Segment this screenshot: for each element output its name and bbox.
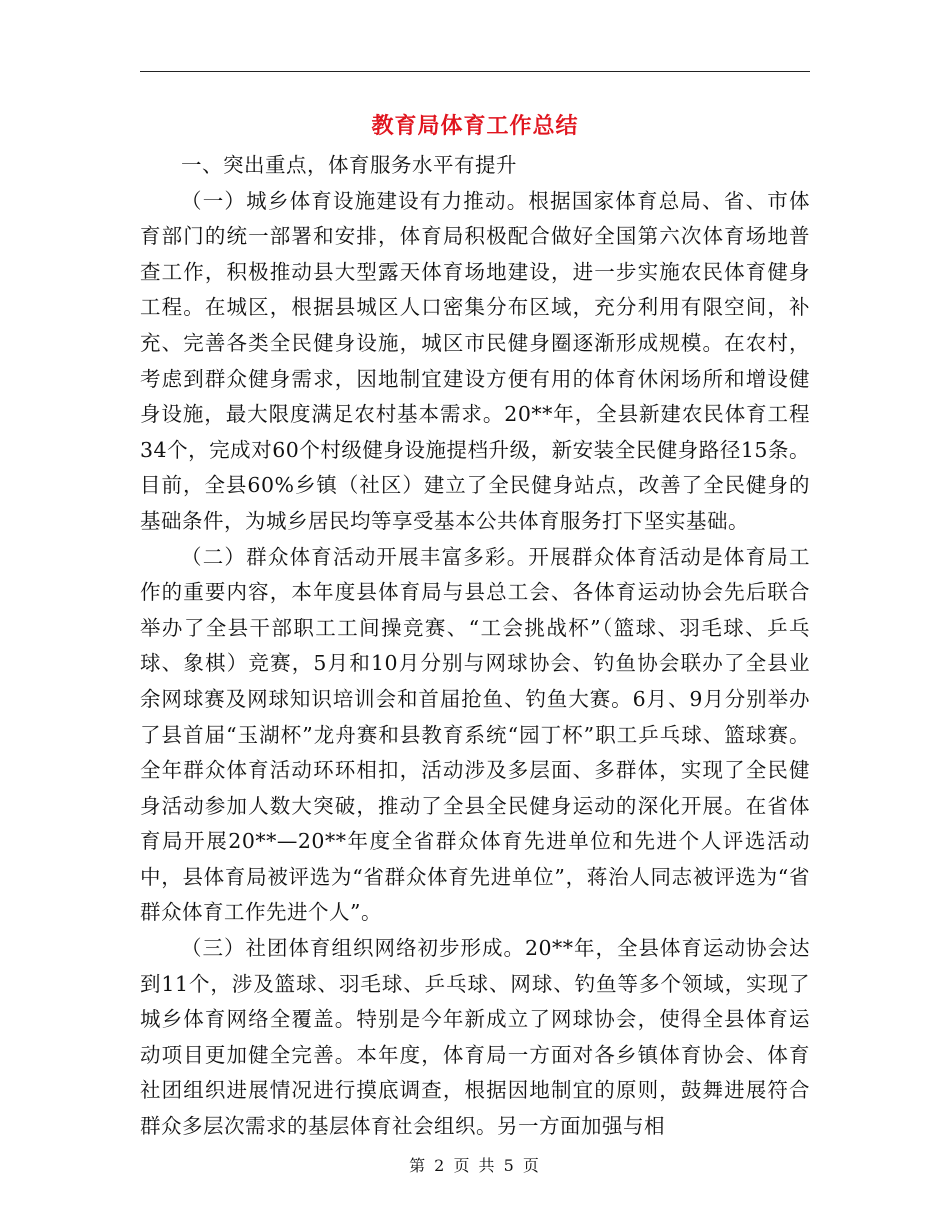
page-number: 第 2 页 共 5 页 [409, 1156, 541, 1175]
document-title: 教育局体育工作总结 [371, 113, 579, 139]
paragraph-activities: （二）群众体育活动开展丰富多彩。开展群众体育活动是体育局工作的重要内容，本年度县体育局与县总工会、各体育运动协会先后联合举办了全县干部职工工间操竞赛、“工会挑战杯”（篮球、羽毛球、乒乓球、象棋）竞赛，5月和10月分别与网球协会、钓鱼协会联办了全县业余网球赛及网球知识培训会和首届抢鱼、钓鱼大赛。6月、9月分别举办了县首届“玉湖杯”龙舟赛和县教育系统“园丁杯”职工乒乓球、篮球赛。全年群众体育活动环环相扣，活动涉及多层面、多群体，实现了全民健身活动参加人数大突破，推动了全县全民健身运动的深化开展。在省体育局开展20**—20**年度全省群众体育先进单位和先进个人评选活动中，县体育局被评选为“省群众体育先进单位”，蒋治人同志被评选为“省群众体育工作先进个人”。 [140, 544, 810, 925]
paragraph-facilities: （一）城乡体育设施建设有力推动。根据国家体育总局、省、市体育部门的统一部署和安排，体育局积极配合做好全国第六次体育场地普查工作，积极推动县大型露天体育场地建设，进一步实施农民体育健身工程。在城区，根据县城区人口密集分布区域，充分利用有限空间，补充、完善各类全民健身设施，城区市民健身圈逐渐形成规模。在农村，考虑到群众健身需求，因地制宜建设方便有用的体育休闲场所和增设健身设施，最大限度满足农村基本需求。20**年，全县新建农民体育工程34个，完成对60个村级健身设施提档升级，新安装全民健身路径15条。目前，全县60%乡镇（社区）建立了全民健身站点，改善了全民健身的基础条件，为城乡居民均等享受基本公共体育服务打下坚实基础。 [140, 188, 810, 533]
document-body [140, 148, 810, 1145]
header-rule [140, 71, 810, 72]
section-heading: 一、突出重点，体育服务水平有提升 [181, 153, 517, 177]
paragraph-organizations: （三）社团体育组织网络初步形成。20**年，全县体育运动协会达到11个，涉及篮球、羽毛球、乒乓球、网球、钓鱼等多个领域，实现了城乡体育网络全覆盖。特别是今年新成立了网球协会，使得全县体育运动项目更加健全完善。本年度，体育局一方面对各乡镇体育协会、体育社团组织进展情况进行摸底调查，根据因地制宜的原则，鼓舞进展符合群众多层次需求的基层体育社会组织。另一方面加强与相 [140, 936, 810, 1139]
